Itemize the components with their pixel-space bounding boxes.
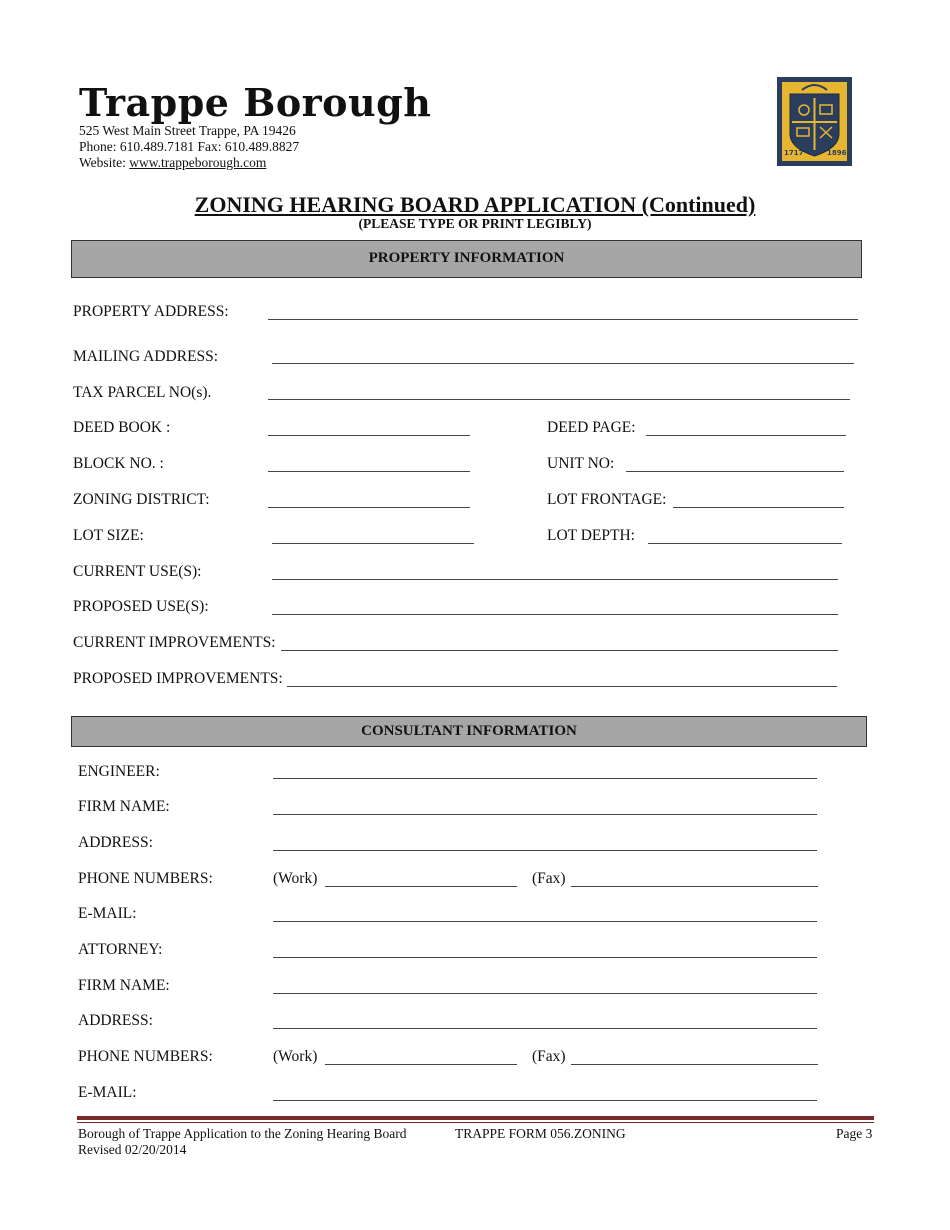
engineer-work-phone-field[interactable] (325, 886, 517, 887)
unit-no-field[interactable] (626, 471, 844, 472)
seal-year-left: 1717 (784, 149, 804, 157)
borough-name: Trappe Borough (79, 80, 432, 125)
attorney-firm-name-label: FIRM NAME: (78, 977, 170, 994)
engineer-fax-field[interactable] (571, 886, 818, 887)
lot-frontage-label: LOT FRONTAGE: (547, 491, 667, 508)
attorney-phone-label: PHONE NUMBERS: (78, 1048, 213, 1065)
engineer-firm-name-label: FIRM NAME: (78, 798, 170, 815)
borough-seal (777, 77, 852, 166)
block-no-label: BLOCK NO. : (73, 455, 164, 472)
engineer-fax-label: (Fax) (532, 870, 566, 887)
attorney-fax-field[interactable] (571, 1064, 818, 1065)
attorney-field[interactable] (273, 957, 817, 958)
website-label: Website: (79, 155, 130, 170)
attorney-work-phone-field[interactable] (325, 1064, 517, 1065)
lot-depth-label: LOT DEPTH: (547, 527, 635, 544)
lot-frontage-field[interactable] (673, 507, 844, 508)
consultant-information-header: CONSULTANT INFORMATION (71, 716, 867, 747)
current-uses-field[interactable] (272, 579, 838, 580)
zoning-district-label: ZONING DISTRICT: (73, 491, 210, 508)
deed-page-label: DEED PAGE: (547, 419, 636, 436)
engineer-field[interactable] (273, 778, 817, 779)
attorney-address-field[interactable] (273, 1028, 817, 1029)
proposed-improvements-label: PROPOSED IMPROVEMENTS: (73, 670, 283, 687)
lot-size-label: LOT SIZE: (73, 527, 144, 544)
deed-book-field[interactable] (268, 435, 470, 436)
engineer-email-label: E-MAIL: (78, 905, 137, 922)
form-subtitle: (PLEASE TYPE OR PRINT LEGIBLY) (358, 216, 592, 231)
footer-revision-date: Revised 02/20/2014 (78, 1142, 187, 1157)
engineer-phone-label: PHONE NUMBERS: (78, 870, 213, 887)
phone-fax: Phone: 610.489.7181 Fax: 610.489.8827 (79, 139, 300, 154)
attorney-work-label: (Work) (273, 1048, 318, 1065)
engineer-address-label: ADDRESS: (78, 834, 153, 851)
zoning-district-field[interactable] (268, 507, 470, 508)
attorney-firm-name-field[interactable] (273, 993, 817, 994)
attorney-email-field[interactable] (273, 1100, 817, 1101)
mailing-address-label: MAILING ADDRESS: (73, 348, 219, 365)
mailing-address-field[interactable] (272, 363, 854, 364)
tax-parcel-field[interactable] (268, 399, 850, 400)
property-address-field[interactable] (268, 319, 858, 320)
unit-no-label: UNIT NO: (547, 455, 615, 472)
form-title: ZONING HEARING BOARD APPLICATION (Continued) (194, 192, 756, 217)
attorney-label: ATTORNEY: (78, 941, 163, 958)
footer-divider-thin (77, 1122, 874, 1123)
website-line (79, 155, 266, 171)
street-address: 525 West Main Street Trappe, PA 19426 (79, 123, 296, 138)
proposed-improvements-field[interactable] (287, 686, 837, 687)
attorney-fax-label: (Fax) (532, 1048, 566, 1065)
deed-page-field[interactable] (646, 435, 846, 436)
lot-size-field[interactable] (272, 543, 474, 544)
engineer-label: ENGINEER: (78, 763, 160, 780)
proposed-uses-label: PROPOSED USE(S): (73, 598, 209, 615)
current-uses-label: CURRENT USE(S): (73, 563, 202, 580)
block-no-field[interactable] (268, 471, 470, 472)
proposed-uses-field[interactable] (272, 614, 838, 615)
attorney-email-label: E-MAIL: (78, 1084, 137, 1101)
attorney-address-label: ADDRESS: (78, 1012, 153, 1029)
seal-year-right: 1896 (827, 149, 847, 157)
engineer-email-field[interactable] (273, 921, 817, 922)
current-improvements-field[interactable] (281, 650, 838, 651)
deed-book-label: DEED BOOK : (73, 419, 171, 436)
engineer-firm-name-field[interactable] (273, 814, 817, 815)
website-link[interactable]: www.trappeborough.com (129, 155, 267, 170)
engineer-work-label: (Work) (273, 870, 318, 887)
property-address-label: PROPERTY ADDRESS: (73, 303, 229, 320)
engineer-address-field[interactable] (273, 850, 817, 851)
footer-form-number: TRAPPE FORM 056.ZONING (455, 1126, 626, 1141)
property-information-header: PROPERTY INFORMATION (71, 240, 862, 278)
lot-depth-field[interactable] (648, 543, 842, 544)
current-improvements-label: CURRENT IMPROVEMENTS: (73, 634, 276, 651)
footer-form-description: Borough of Trappe Application to the Zoning Hearing Board (78, 1126, 407, 1141)
footer-page-number: Page 3 (836, 1126, 873, 1141)
footer-divider (77, 1116, 874, 1120)
tax-parcel-label: TAX PARCEL NO(s). (73, 384, 212, 401)
